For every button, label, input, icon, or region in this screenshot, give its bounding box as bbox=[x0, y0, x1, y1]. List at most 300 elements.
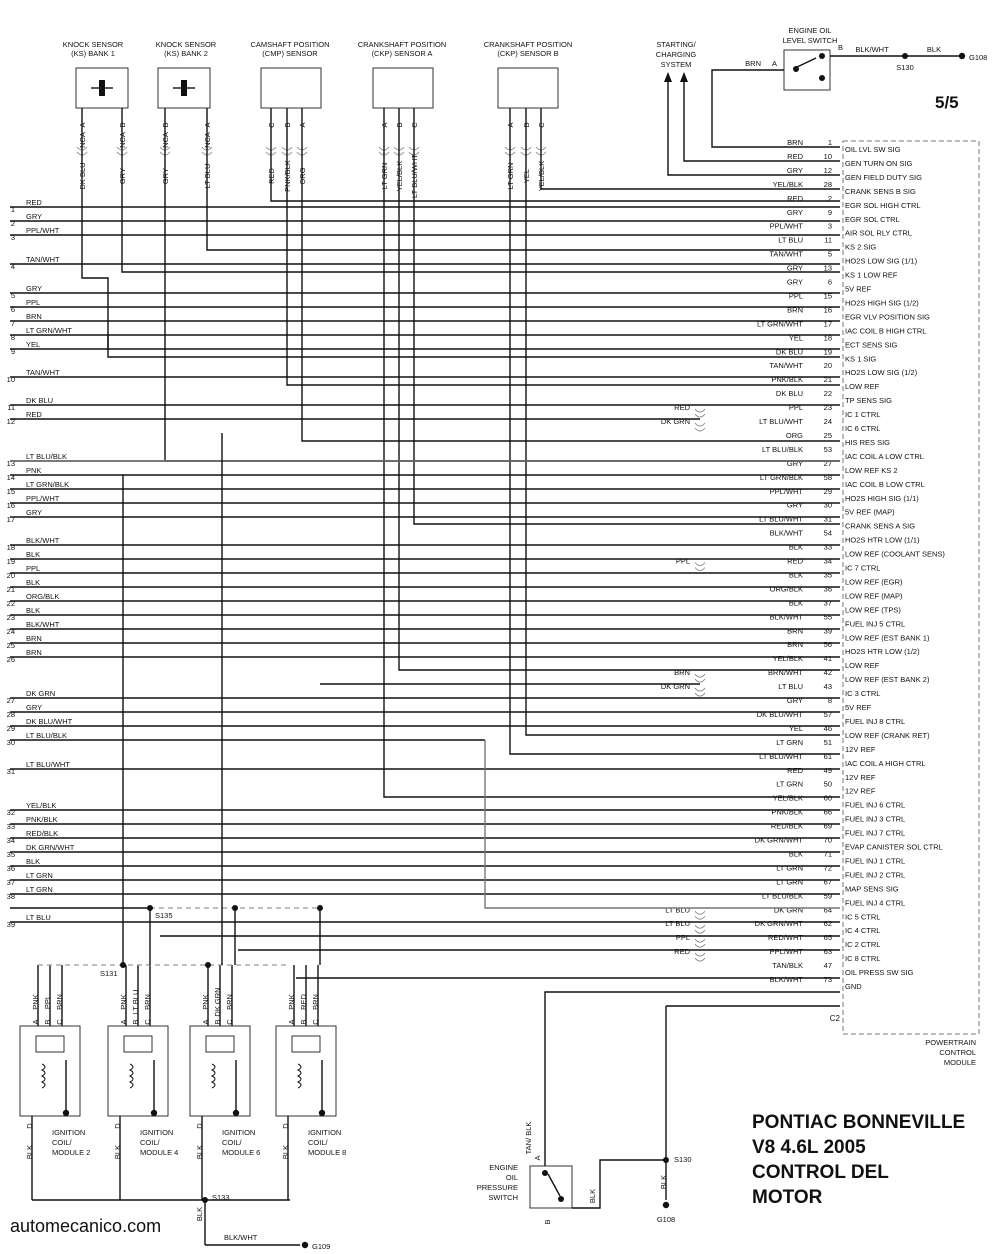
pcm-wire-label: ORG bbox=[785, 430, 803, 440]
pcm-pin-function: IC 4 CTRL bbox=[845, 926, 881, 936]
pcm-wire-label: LT GRN/WHT bbox=[757, 319, 803, 329]
pcm-pin-number: 72 bbox=[823, 863, 832, 873]
pcm-wire-label: YEL/BLK bbox=[772, 654, 803, 664]
sensor-wire bbox=[541, 108, 840, 189]
pcm-pin-function: LOW REF bbox=[845, 661, 880, 671]
pcm-pin-function: LOW REF (MAP) bbox=[845, 591, 903, 601]
pcm-wire-label: LT GRN bbox=[776, 737, 803, 747]
pcm-left-wire-label: RED bbox=[674, 947, 690, 957]
left-terminal-wire-label: PNK/BLK bbox=[26, 815, 58, 824]
pcm-pin-number: 16 bbox=[823, 305, 832, 315]
sensor-wire-label: YEL bbox=[522, 168, 531, 184]
ground-wire-label: BLK bbox=[659, 1174, 668, 1190]
ground-icon bbox=[302, 1242, 308, 1248]
sensor-pin-letter: A bbox=[298, 122, 307, 128]
pcm-wire-label: DK GRN/WHT bbox=[754, 919, 803, 929]
nca-label: NCA bbox=[118, 132, 127, 148]
sensor-wire bbox=[302, 108, 840, 441]
left-terminal-wire-label: BLK bbox=[26, 578, 41, 587]
pcm-wire-label: DK GRN/WHT bbox=[754, 835, 803, 845]
pcm-wire-label: LT BLU bbox=[778, 682, 803, 692]
pcm-wire-label: GRY bbox=[786, 165, 803, 175]
oil-level-switch-wire: BLK/WHT bbox=[855, 45, 889, 54]
left-terminal-wire-label: GRY bbox=[26, 508, 43, 517]
pcm-pin-number: 33 bbox=[823, 542, 832, 552]
sensor-wire-label: LT GRN bbox=[506, 162, 515, 190]
pcm-wire-label: BRN bbox=[787, 138, 803, 147]
coil-label: MODULE 6 bbox=[222, 1148, 261, 1157]
pcm-pin-number: 63 bbox=[823, 947, 832, 957]
pcm-pin-number: 71 bbox=[823, 849, 832, 859]
coil-pin-letter: D bbox=[281, 1123, 290, 1129]
oil-level-switch-pin: B bbox=[838, 43, 844, 52]
pcm-wire-label: PPL/WHT bbox=[769, 486, 803, 496]
oil-pressure-switch-box bbox=[530, 1166, 572, 1208]
left-terminal-wire-label: DK BLU/WHT bbox=[26, 717, 73, 726]
pcm-pin-number: 73 bbox=[823, 975, 832, 984]
coil-pin-letter: C bbox=[143, 1019, 152, 1025]
ground-icon bbox=[319, 1110, 325, 1116]
coil-pin-letter: D bbox=[195, 1123, 204, 1129]
sensor-pin-letter: C bbox=[410, 122, 419, 128]
pcm-pin-number: 34 bbox=[823, 556, 832, 566]
coil-wire-label: DK GRN bbox=[213, 987, 222, 1017]
pcm-wire-label: DK GRN bbox=[773, 905, 803, 915]
switch-terminal-icon bbox=[819, 75, 825, 81]
pcm-pin-number: 64 bbox=[823, 905, 832, 915]
pcm-pin-function: IC 1 CTRL bbox=[845, 410, 881, 420]
sensor-wire-label: ORG bbox=[298, 167, 307, 185]
pcm-pin-number: 59 bbox=[823, 891, 832, 901]
coil-pin-letter: B bbox=[43, 1019, 52, 1025]
charging-wire bbox=[684, 82, 840, 161]
coil-label: MODULE 2 bbox=[52, 1148, 91, 1157]
pcm-pin-function: LOW REF (CRANK RET) bbox=[845, 730, 930, 740]
left-terminal-number: 10 bbox=[6, 375, 15, 384]
pcm-pin-function: IC 5 CTRL bbox=[845, 912, 881, 922]
pcm-wire-label: GRY bbox=[786, 263, 803, 273]
left-terminal-wire-label: RED/BLK bbox=[26, 829, 59, 838]
coil-pin-letter: D bbox=[25, 1123, 34, 1129]
coil-wire-label: BLK bbox=[281, 1144, 290, 1160]
pcm-pin-function: EGR SOL HIGH CTRL bbox=[845, 200, 921, 210]
pcm-wire-label: LT BLU/WHT bbox=[759, 751, 803, 761]
pcm-pin-function: HO2S HTR LOW (1/1) bbox=[845, 535, 920, 545]
diagram-title bbox=[752, 1110, 965, 1210]
left-terminal-wire-label: LT GRN/BLK bbox=[26, 480, 70, 489]
pcm-wire-label: BLK bbox=[788, 598, 803, 608]
ground-label: G109 bbox=[312, 1242, 331, 1251]
coil-label: IGNITION bbox=[140, 1128, 174, 1137]
left-terminal-number: 36 bbox=[6, 864, 15, 873]
title-line: PONTIAC BONNEVILLE bbox=[752, 1112, 966, 1133]
coil-label: MODULE 4 bbox=[140, 1148, 179, 1157]
pcm-left-wire-label: LT BLU bbox=[665, 919, 690, 929]
pcm-pin-number: 35 bbox=[823, 570, 832, 580]
sensor-wire-label: LT BLU/WHT bbox=[410, 154, 419, 198]
oil-level-switch-label: ENGINE OIL bbox=[788, 26, 832, 35]
left-terminal-wire-label: DK GRN/WHT bbox=[26, 843, 75, 852]
pcm-wire-label: BRN bbox=[787, 626, 803, 636]
left-terminal-number: 12 bbox=[6, 417, 15, 426]
pcm-pin-function: LOW REF (EST BANK 2) bbox=[845, 675, 930, 685]
inline-connector-icon bbox=[695, 409, 705, 417]
left-terminal-number: 13 bbox=[6, 459, 15, 468]
left-terminal-wire-label: PPL bbox=[26, 564, 41, 573]
pcm-pin-number: 17 bbox=[823, 319, 832, 329]
pcm-wire-label: GRY bbox=[786, 696, 803, 705]
inline-connector-icon bbox=[695, 911, 705, 919]
pcm-pin-number: 23 bbox=[823, 403, 832, 413]
pcm-pin-number: 70 bbox=[823, 835, 832, 845]
pcm-pin-function: HO2S LOW SIG (1/1) bbox=[845, 256, 918, 266]
left-terminal-number: 17 bbox=[6, 515, 15, 524]
sensor-pin-letter: B bbox=[283, 122, 292, 128]
pcm-pin-function: 5V REF bbox=[845, 284, 872, 294]
inline-connector-icon bbox=[695, 563, 705, 571]
pcm-wire-label: TAN/WHT bbox=[769, 249, 803, 259]
pcm-pin-number: 60 bbox=[823, 793, 832, 803]
oil-pressure-switch-pin: A bbox=[533, 1155, 542, 1161]
page-number: 5/5 bbox=[935, 93, 959, 112]
oil-pressure-switch-label: ENGINE bbox=[489, 1163, 518, 1172]
pcm-wire-label: LT GRN bbox=[776, 863, 803, 873]
left-terminal-number: 11 bbox=[7, 403, 15, 412]
pcm-pin-function: 12V REF bbox=[845, 772, 876, 782]
left-terminal-wire-label: YEL/BLK bbox=[26, 801, 57, 810]
left-terminal-wire-label: BRN bbox=[26, 648, 42, 657]
pcm-left-wire-label: PPL bbox=[675, 556, 690, 566]
pcm-pin-number: 22 bbox=[823, 389, 832, 399]
pcm-pin-number: 67 bbox=[823, 877, 832, 887]
sensor-pin-letter: A bbox=[203, 122, 212, 128]
pcm-pin-function: FUEL INJ 5 CTRL bbox=[845, 619, 906, 629]
starting-system-label: STARTING/ bbox=[656, 40, 696, 49]
pcm-pin-number: 6 bbox=[827, 277, 832, 287]
pcm-pin-number: 2 bbox=[827, 193, 832, 203]
coil-pin-letter: A bbox=[287, 1019, 296, 1025]
sensor-label: CRANKSHAFT POSITION bbox=[357, 40, 447, 49]
switch-terminal-icon bbox=[793, 66, 799, 72]
pcm-wire-label: BRN bbox=[787, 305, 803, 315]
pcm-pin-function: GEN FIELD DUTY SIG bbox=[845, 172, 922, 182]
left-terminal-number: 23 bbox=[6, 613, 15, 622]
pcm-wire-label: PNK/BLK bbox=[771, 807, 803, 817]
coil-wire-label: BLK bbox=[195, 1144, 204, 1160]
pcm-pin-function: ECT SENS SIG bbox=[845, 340, 898, 350]
oil-pressure-switch-label: SWITCH bbox=[488, 1193, 518, 1202]
sensor-label: KNOCK SENSOR bbox=[155, 40, 217, 49]
pcm-pin-number: 65 bbox=[823, 933, 832, 943]
left-terminal-wire-label: PPL bbox=[26, 298, 41, 307]
coil-pin-letter: B bbox=[131, 1019, 140, 1025]
splice-label: S130 bbox=[674, 1155, 692, 1164]
coil-label: COIL/ bbox=[52, 1138, 72, 1147]
pcm-wire-label: DK BLU bbox=[775, 347, 803, 357]
coil-pin-letter: D bbox=[113, 1123, 122, 1129]
pcm-pin-function: OIL PRESS SW SIG bbox=[845, 968, 914, 978]
inline-connector-icon bbox=[695, 674, 705, 682]
sensor-wire-label: LT BLU bbox=[203, 163, 212, 189]
switch-terminal-icon bbox=[542, 1170, 548, 1176]
pcm-wire-label: TAN/WHT bbox=[769, 361, 803, 371]
pcm-pin-number: 10 bbox=[823, 151, 832, 161]
pcm-pin-number: 13 bbox=[823, 263, 832, 273]
left-terminal-wire-label: LT BLU/BLK bbox=[26, 452, 67, 461]
nca-label: NCA bbox=[161, 132, 170, 148]
pcm-wire-label: PNK/BLK bbox=[771, 375, 803, 385]
pcm-pin-function: 12V REF bbox=[845, 786, 876, 796]
coil-wire-label: RED bbox=[299, 994, 308, 1010]
pcm-pin-function: IAC COIL A HIGH CTRL bbox=[845, 758, 926, 768]
pcm-pin-function: LOW REF (COOLANT SENS) bbox=[845, 549, 945, 559]
pcm-pin-function: 5V REF bbox=[845, 703, 872, 712]
left-terminal-number: 1 bbox=[10, 205, 15, 214]
left-terminal-number: 15 bbox=[6, 487, 15, 496]
pcm-pin-function: MAP SENS SIG bbox=[845, 884, 899, 894]
pcm-wire-label: DK BLU/WHT bbox=[756, 709, 803, 719]
pcm-wire-label: BLK/WHT bbox=[769, 528, 803, 538]
pcm-wire-label: ORG/BLK bbox=[769, 584, 803, 594]
left-terminal-wire-label: BLK bbox=[26, 550, 41, 559]
pcm-left-wire-label: LT BLU bbox=[665, 905, 690, 915]
pcm-pin-function: IAC COIL B LOW CTRL bbox=[845, 479, 925, 489]
left-terminal-number: 29 bbox=[6, 724, 15, 733]
left-terminal-number: 32 bbox=[6, 808, 15, 817]
sensor-box bbox=[373, 68, 433, 108]
pcm-pin-function: IC 7 CTRL bbox=[845, 563, 881, 573]
coil-label: IGNITION bbox=[52, 1128, 86, 1137]
left-terminal-wire-label: LT BLU/BLK bbox=[26, 731, 67, 740]
pcm-left-wire-label: DK GRN bbox=[660, 417, 690, 426]
pcm-pin-number: 31 bbox=[823, 514, 832, 524]
pcm-wire-label: RED bbox=[787, 193, 803, 203]
arrow-up-icon bbox=[680, 72, 688, 82]
left-terminal-wire-label: LT BLU/WHT bbox=[26, 760, 70, 769]
pcm-pin-function: LOW REF (EST BANK 1) bbox=[845, 633, 930, 643]
oil-level-switch-wire: BLK bbox=[926, 45, 942, 54]
coil-pin-letter: C bbox=[55, 1019, 64, 1025]
left-terminal-number: 30 bbox=[6, 738, 15, 747]
pcm-pin-function: HO2S HIGH SIG (1/2) bbox=[845, 298, 919, 308]
inline-connector-icon bbox=[695, 953, 705, 961]
pcm-pin-function: KS 2 SIG bbox=[845, 242, 877, 252]
left-terminal-number: 20 bbox=[6, 571, 15, 580]
coil-label: IGNITION bbox=[222, 1128, 256, 1137]
pcm-pin-number: 1 bbox=[827, 138, 832, 147]
oil-pressure-switch-label: PRESSURE bbox=[476, 1183, 518, 1192]
pcm-wire-label: LT GRN/BLK bbox=[759, 472, 803, 482]
starting-system-label: CHARGING bbox=[655, 50, 697, 59]
left-terminal-number: 28 bbox=[6, 710, 15, 719]
pcm-wire-label: BRN/WHT bbox=[768, 668, 803, 678]
pcm-wire-label: LT BLU bbox=[778, 235, 803, 245]
sensor-box bbox=[261, 68, 321, 108]
pcm-wire-label: GRY bbox=[786, 207, 803, 217]
left-terminal-number: 24 bbox=[6, 627, 15, 636]
pcm-pin-number: 56 bbox=[823, 640, 832, 650]
ground-label: G108 bbox=[656, 1215, 676, 1224]
coil-wire-label: PNK bbox=[201, 994, 210, 1010]
coil-module-icon bbox=[124, 1036, 152, 1052]
left-terminal-wire-label: YEL bbox=[26, 340, 41, 349]
pcm-pin-function: KS 1 SIG bbox=[845, 354, 877, 364]
pcm-pin-function: IC 2 CTRL bbox=[845, 940, 881, 950]
pcm-pin-function: LOW REF KS 2 bbox=[845, 465, 898, 475]
sensor-label: (CKP) SENSOR A bbox=[371, 49, 433, 58]
left-terminal-number: 31 bbox=[6, 767, 15, 776]
sensor-label: CRANKSHAFT POSITION bbox=[483, 40, 573, 49]
coil-wire-label: BRN bbox=[55, 994, 64, 1010]
pcm-pin-function: HO2S HTR LOW (1/2) bbox=[845, 647, 920, 657]
pcm-pin-function: FUEL INJ 3 CTRL bbox=[845, 814, 906, 824]
coil-label: MODULE 8 bbox=[308, 1148, 347, 1157]
sensor-label: (CMP) SENSOR bbox=[262, 49, 318, 58]
pcm-wire-label: LT BLU/BLK bbox=[762, 444, 803, 454]
pcm-pin-number: 30 bbox=[823, 500, 832, 510]
pcm-pin-function: OIL LVL SW SIG bbox=[845, 145, 901, 154]
pcm-pin-function: FUEL INJ 4 CTRL bbox=[845, 898, 906, 908]
left-terminal-wire-label: PPL/WHT bbox=[26, 226, 60, 235]
pcm-pin-number: 9 bbox=[827, 207, 832, 217]
pcm-pin-function: LOW REF (TPS) bbox=[845, 605, 901, 615]
pcm-pin-function: IC 3 CTRL bbox=[845, 689, 881, 699]
splice-label: S130 bbox=[896, 63, 914, 72]
coil-wire-label: PPL bbox=[43, 994, 52, 1010]
pcm-pin-function: FUEL INJ 1 CTRL bbox=[845, 856, 906, 866]
sensor-box bbox=[498, 68, 558, 108]
left-terminal-wire-label: BLK/WHT bbox=[26, 536, 60, 545]
left-terminal-number: 39 bbox=[6, 920, 15, 929]
coil-wire-label: PNK bbox=[119, 994, 128, 1010]
pcm-pin-function: FUEL INJ 2 CTRL bbox=[845, 870, 906, 880]
left-terminal-wire-label: BRN bbox=[26, 312, 42, 321]
switch-terminal-icon bbox=[558, 1196, 564, 1202]
pcm-pin-function: LOW REF bbox=[845, 382, 880, 392]
pcm-pin-function: AIR SOL RLY CTRL bbox=[845, 228, 912, 238]
sensor-label: (KS) BANK 2 bbox=[164, 49, 208, 58]
pcm-label: MODULE bbox=[943, 1058, 976, 1067]
pcm-wire-label: RED/BLK bbox=[770, 821, 803, 831]
pcm-pin-function: EGR SOL CTRL bbox=[845, 214, 900, 224]
oil-level-switch-label: LEVEL SWITCH bbox=[782, 36, 838, 45]
left-terminal-number: 14 bbox=[6, 473, 15, 482]
left-terminal-number: 16 bbox=[6, 501, 15, 510]
pcm-pin-number: 43 bbox=[823, 682, 832, 692]
sensor-pin-letter: C bbox=[267, 122, 276, 128]
coil-wire-label: BRN bbox=[311, 994, 320, 1010]
ground-icon bbox=[151, 1110, 157, 1116]
oil-pressure-switch-label: OIL bbox=[505, 1173, 518, 1182]
pcm-pin-number: 11 bbox=[824, 235, 832, 245]
pcm-wire-label: TAN/BLK bbox=[772, 961, 803, 971]
pcm-pin-number: 27 bbox=[823, 458, 832, 468]
coil-wire-label: LT BLU bbox=[131, 989, 140, 1015]
left-terminal-wire-label: PNK bbox=[26, 466, 42, 475]
pcm-pin-number: 58 bbox=[823, 472, 832, 482]
sensor-wire-label: GRY bbox=[118, 167, 127, 185]
coil-label: COIL/ bbox=[308, 1138, 328, 1147]
pcm-pin-function: HO2S HIGH SIG (1/1) bbox=[845, 493, 919, 503]
coil-wire-label: BLK bbox=[25, 1144, 34, 1160]
pcm-pin-number: 28 bbox=[823, 179, 832, 189]
left-terminal-number: 6 bbox=[10, 305, 15, 314]
oil-pressure-switch-wire: BLK bbox=[588, 1188, 597, 1204]
pcm-label: POWERTRAIN bbox=[925, 1038, 976, 1047]
pcm-pin-number: 24 bbox=[823, 417, 832, 426]
knock-sensor-element-icon bbox=[99, 80, 105, 96]
pcm-left-wire-label: RED bbox=[674, 403, 690, 413]
pcm-pin-number: 19 bbox=[823, 347, 832, 357]
pcm-pin-function: GEN TURN ON SIG bbox=[845, 158, 913, 168]
coil-label: COIL/ bbox=[222, 1138, 242, 1147]
left-terminal-number: 22 bbox=[6, 599, 15, 608]
inline-connector-icon bbox=[695, 925, 705, 933]
pcm-pin-number: 29 bbox=[823, 486, 832, 496]
pcm-wire-label: LT GRN bbox=[776, 877, 803, 887]
coil-module-icon bbox=[36, 1036, 64, 1052]
sensor-wire-label: PNK/BLK bbox=[283, 160, 292, 192]
sensor-wire bbox=[82, 108, 840, 357]
pcm-wire-label: BLK/WHT bbox=[769, 975, 803, 984]
coil-wire-label: BRN bbox=[143, 994, 152, 1010]
left-terminal-number: 34 bbox=[6, 836, 15, 845]
pcm-pin-number: 62 bbox=[823, 919, 832, 929]
pcm-pin-number: 69 bbox=[823, 821, 832, 831]
coil-wire-label: BRN bbox=[225, 994, 234, 1010]
sensor-pin-letter: B bbox=[118, 122, 127, 128]
splice-label: S135 bbox=[155, 911, 173, 920]
pcm-left-wire-label: PPL bbox=[675, 933, 690, 943]
nca-label: NCA bbox=[78, 132, 87, 148]
pcm-wire-label: PPL bbox=[788, 403, 803, 413]
pcm-wire-label: PPL/WHT bbox=[769, 221, 803, 231]
left-terminal-wire-label: RED bbox=[26, 198, 42, 207]
ground-icon bbox=[233, 1110, 239, 1116]
oil-pressure-switch-pin: B bbox=[543, 1219, 552, 1225]
pcm-wire-label: RED bbox=[787, 556, 803, 566]
inline-connector-icon bbox=[695, 423, 705, 431]
sensor-pin-letter: B bbox=[522, 122, 531, 128]
ground-label: G108 bbox=[969, 53, 988, 62]
title-line: V8 4.6L 2005 bbox=[752, 1137, 866, 1158]
coil-label: IGNITION bbox=[308, 1128, 342, 1137]
pcm-pin-function: LOW REF (EGR) bbox=[845, 577, 903, 587]
pcm-wire-label: RED bbox=[787, 765, 803, 775]
pcm-pin-number: 20 bbox=[823, 361, 832, 371]
left-terminal-number: 27 bbox=[6, 696, 15, 705]
pcm-pin-function: IC 6 CTRL bbox=[845, 424, 881, 433]
sensor-wire-label: YEL/BLK bbox=[537, 160, 546, 192]
sensor-wire-label: GRY bbox=[161, 167, 170, 185]
switch-terminal-icon bbox=[819, 53, 825, 59]
coil-pin-letter: A bbox=[201, 1019, 210, 1025]
pcm-left-wire-label: BRN bbox=[674, 668, 690, 678]
coil-label: COIL/ bbox=[140, 1138, 160, 1147]
left-terminal-number: 25 bbox=[6, 641, 15, 650]
coil-pin-letter: A bbox=[31, 1019, 40, 1025]
coil-pin-letter: B bbox=[213, 1019, 222, 1025]
left-terminal-number: 38 bbox=[6, 892, 15, 901]
ground-wire-label: BLK bbox=[195, 1206, 204, 1222]
left-terminal-number: 18 bbox=[6, 543, 15, 552]
pcm-wire-label: YEL bbox=[788, 723, 803, 733]
pcm-pin-number: 37 bbox=[823, 598, 832, 608]
oil-pressure-wire bbox=[572, 1160, 666, 1208]
left-terminal-number: 19 bbox=[6, 557, 15, 566]
starting-system-label: SYSTEM bbox=[660, 60, 692, 69]
pcm-wire-label: BLK bbox=[788, 570, 803, 580]
